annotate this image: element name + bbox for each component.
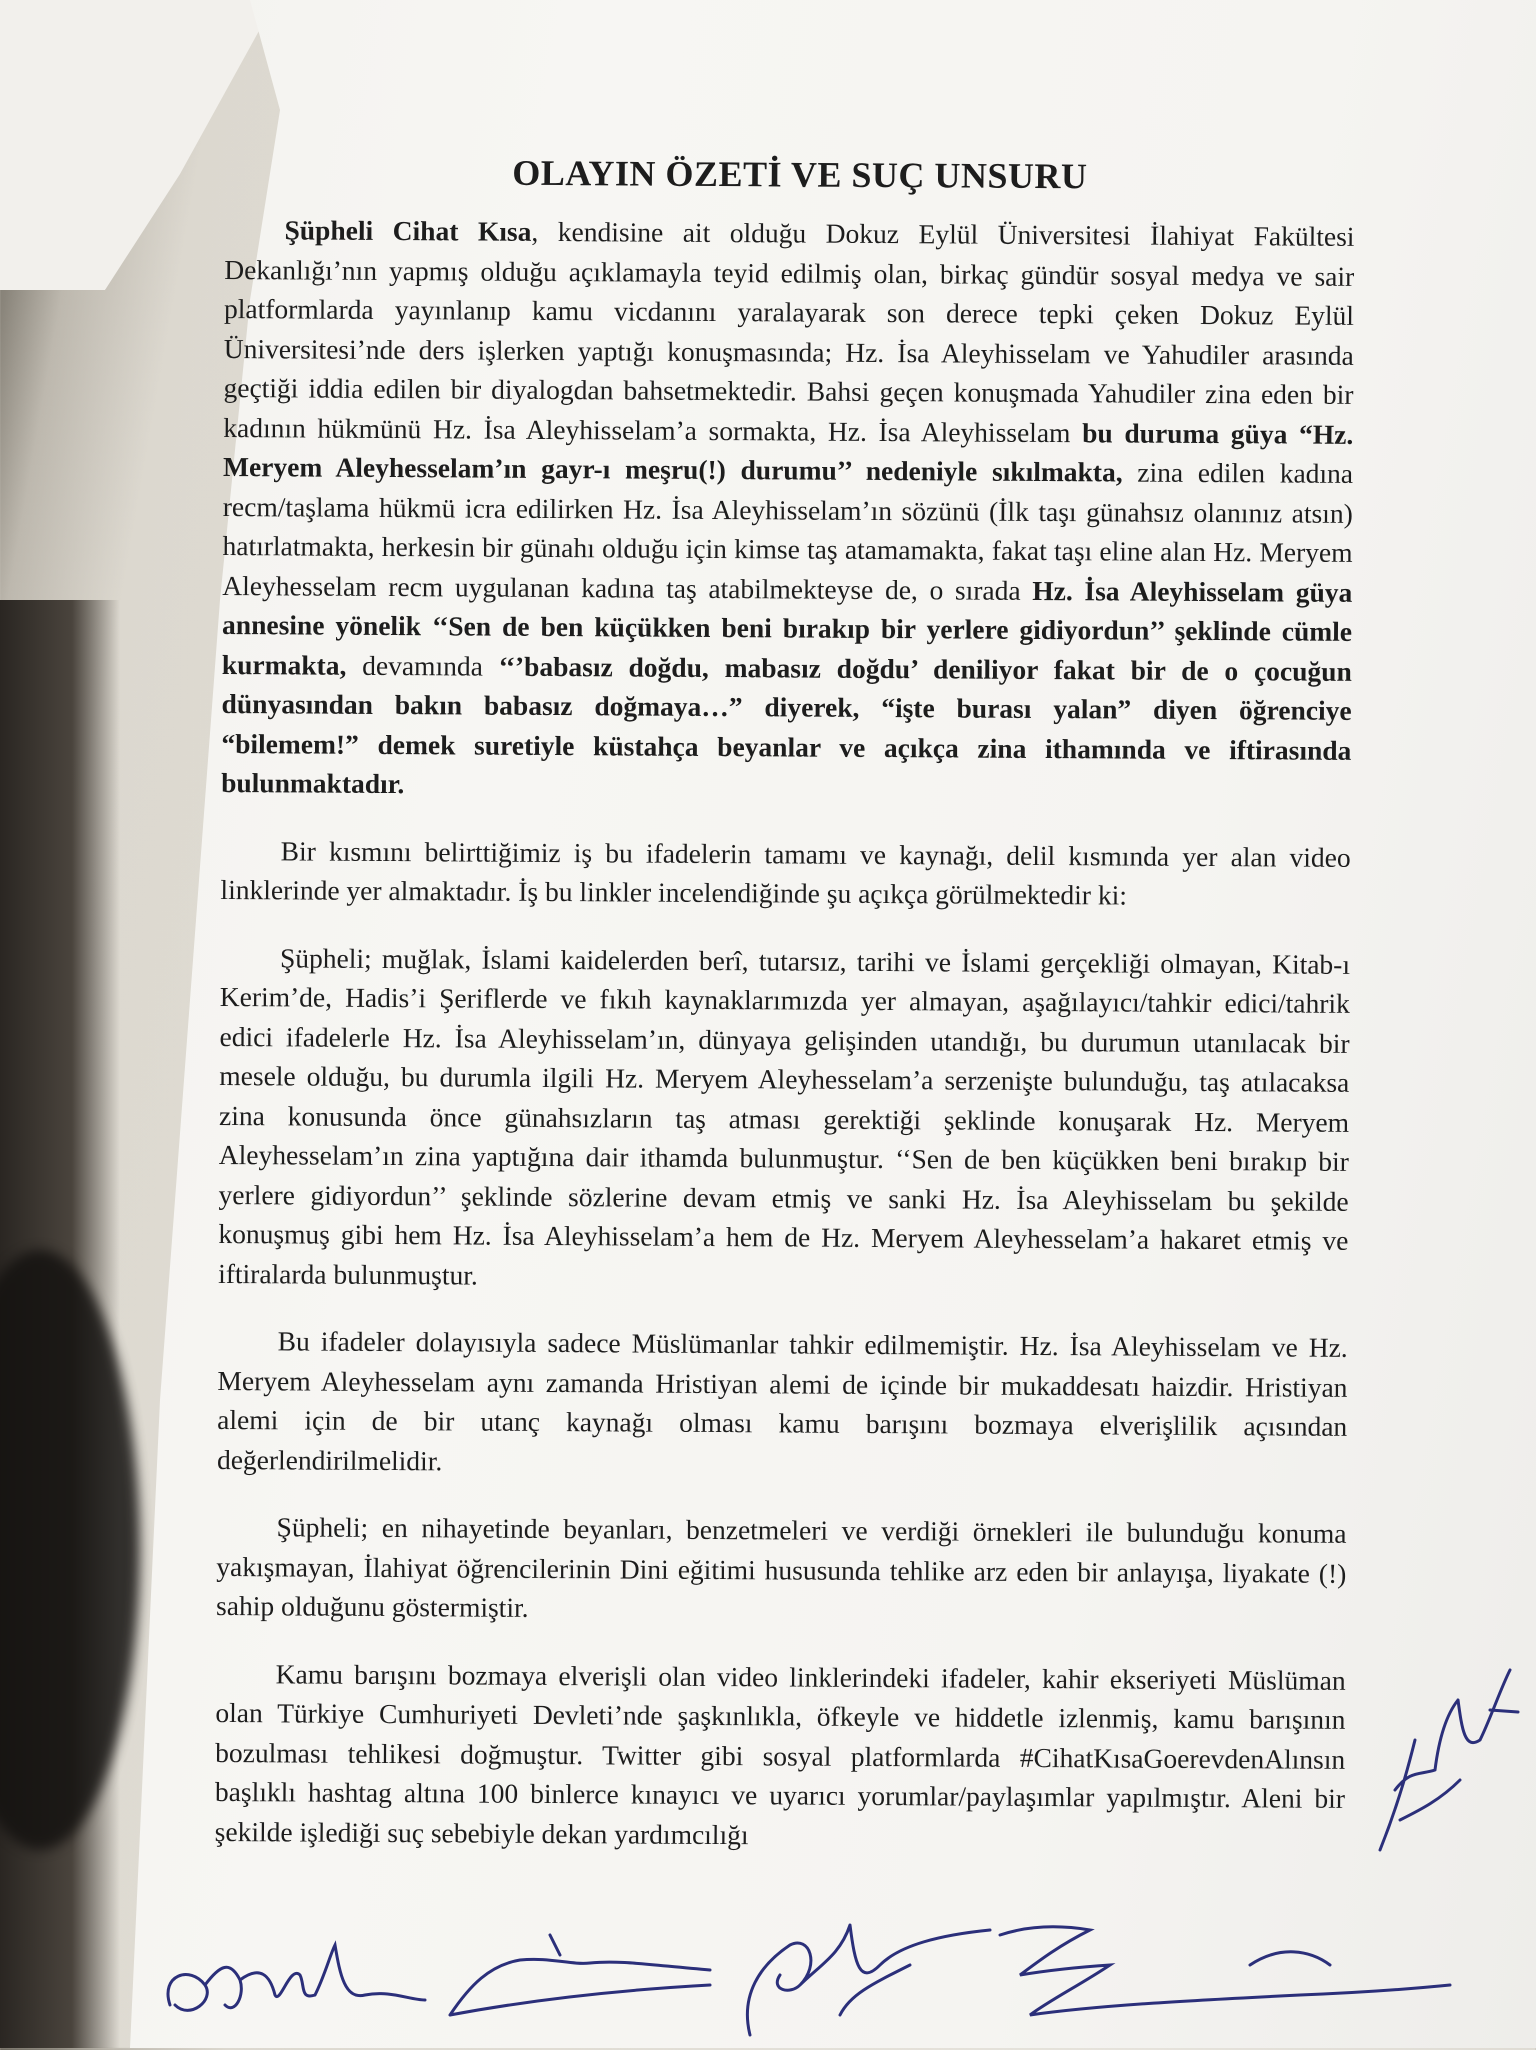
- bold-text-run: Hz. İsa Aleyhisselam güya annesine yönelik ‘‘Sen de ben küçükken beni bırakıp bir yerlere gidiyordun’’ şeklinde cümle kurmakta,: [221, 574, 1353, 681]
- bold-text-run: Şüpheli Cihat Kısa: [284, 214, 532, 247]
- paragraph-5: [216, 1507, 1347, 1632]
- signature-3: [747, 1925, 990, 2035]
- signature-2: [450, 1935, 710, 2015]
- text-run: Bir kısmını belirttiğimiz iş bu ifadelerin tamamı ve kaynağı, delil kısmında yer alan video linklerinde yer almaktadır. İş bu linkler incelendiğinde şu açıkça görülmektedir ki:: [220, 834, 1351, 911]
- paragraph-2: [220, 830, 1350, 916]
- paragraph-6: [215, 1653, 1346, 1857]
- handwritten-signature-side: [1340, 1650, 1520, 1870]
- signature-4: [1000, 1927, 1450, 2015]
- text-run: Şüpheli; en nihayetinde beyanları, benzetmeleri ve verdiği örnekleri ile bulunduğu konuma yakışmayan, İlahiyat öğrencilerinin Dini eğitimi hususunda tehlike arz eden bir anlayışa, liyakate (!) sahip olduğunu göstermiştir.: [216, 1511, 1347, 1623]
- paragraph-list: [215, 210, 1355, 1858]
- signature-1: [168, 1945, 425, 2010]
- text-run: devamında: [346, 649, 499, 682]
- signature-row: [150, 1905, 1530, 2045]
- text-run: Kamu barışını bozmaya elverişli olan video linklerindeki ifadeler, kahir ekseriyeti Müslüman olan Türkiye Cumhuriyeti Devleti’nde şaşkınlıkla, öfkeyle ve hiddetle izlenmiş, kamu barışının bozulması tehlikesi doğmuştur. Twitter gibi sosyal platformlarda #CihatKısaGoerevdenAlınsın başlıklı hashtag altına 100 binlerce kınayıcı ve uyarıcı yorumlar/paylaşımlar yapılmıştır. Aleni bir şekilde işlediği suç sebebiyle dekan yardımcılığı: [214, 1657, 1346, 1850]
- paragraph-4: [217, 1321, 1348, 1486]
- document-title: OLAYIN ÖZETİ VE SUÇ UNSURU: [512, 152, 1088, 197]
- text-run: Bu ifadeler dolayısıyla sadece Müslümanlar tahkir edilmemiştir. Hz. İsa Aleyhisselam ve Hz. Meryem Aleyhesselam aynı zamanda Hristiyan alemi de içinde bir mukaddesatı haizdir. Hristiyan alemi için de bir utanç kaynağı olması kamu barışını bozmaya elverişlilik açısından değerlendirilmelidir.: [216, 1325, 1348, 1476]
- document-body: [214, 150, 1355, 1886]
- text-run: , kendisine ait olduğu Dokuz Eylül Üniversitesi İlahiyat Fakültesi Dekanlığı’nın yapmış olduğu açıklamayla teyid edilmiş olan, birkaç gündür sosyal medya ve sair platformlarda yayınlanıp kamu vicdanını yaralayarak son derece tepki çeken Dokuz Eylül Üniversitesi’nde ders işlerken yaptığı konuşmasında; Hz. İsa Aleyhisselam ve Yahudiler arasında geçtiği iddia edilen bir diyalogdan bahsetmektedir. Bahsi geçen konuşmada Yahudiler zina eden bir kadının hükmünü Hz. İsa Aleyhisselam’a sormakta, Hz. İsa Aleyhisselam: [223, 215, 1355, 448]
- text-run: Şüpheli; muğlak, İslami kaidelerden berî, tutarsız, tarihi ve İslami gerçekliği olmayan, Kitab-ı Kerim’de, Hadis’i Şeriflerde ve fıkıh kaynaklarımızda yer almayan, aşağılayıcı/tahkir edici/tahrik edici ifadelerle Hz. İsa Aleyhisselam’ın, dünyaya gelişinden utandığı, bu durumun utanılacak bir mesele olduğu, bu durumla ilgili Hz. Meryem Aleyhesselam’a serzenişte bulunduğu, taş atılacaksa zina konusunda önce günahsızların taş atması gerektiği şeklinde konuşarak Hz. Meryem Aleyhesselam’ın zina yaptığına dair ithamda bulunmuştur. ‘‘Sen de ben küçükken beni bırakıp bir yerlere gidiyordun’’ şeklinde sözlerine devam etmiş ve sanki Hz. İsa Aleyhisselam bu şekilde konuşmuş gibi hem Hz. İsa Aleyhisselam’a hem de Hz. Meryem Aleyhesselam’a hakaret etmiş ve iftiralarda bulunmuştur.: [218, 941, 1351, 1291]
- paragraph-1: [221, 210, 1355, 809]
- text-run: zina edilen kadına recm/taşlama hükmü icra edilirken Hz. İsa Aleyhisselam’ın sözünü (İlk taşı günahsız olanınız atsın) hatırlatmakta, herkesin bir günahı olduğu için kimse taş atamamakta, fakat taşı eline alan Hz. Meryem Aleyhesselam recm uygulanan kadına taş atabilmekteyse de, o sırada: [222, 456, 1354, 606]
- bold-text-run: bu duruma güya “Hz. Meryem Aleyhesselam’ın gayr-ı meşru(!) durumu’’ nedeniyle sıkılmakta,: [222, 416, 1354, 488]
- paragraph-3: [218, 937, 1350, 1299]
- bold-text-run: ‘‘’babasız doğdu, mabasız doğdu’ deniliyor fakat bir de o çocuğun dünyasından bakın babasız doğmaya…” diyerek, “işte burası yalan” diyen öğrenciye “bilemem!” demek suretiyle küstahça beyanlar ve açıkça zina ithamında ve iftirasında bulunmaktadır.: [221, 650, 1352, 800]
